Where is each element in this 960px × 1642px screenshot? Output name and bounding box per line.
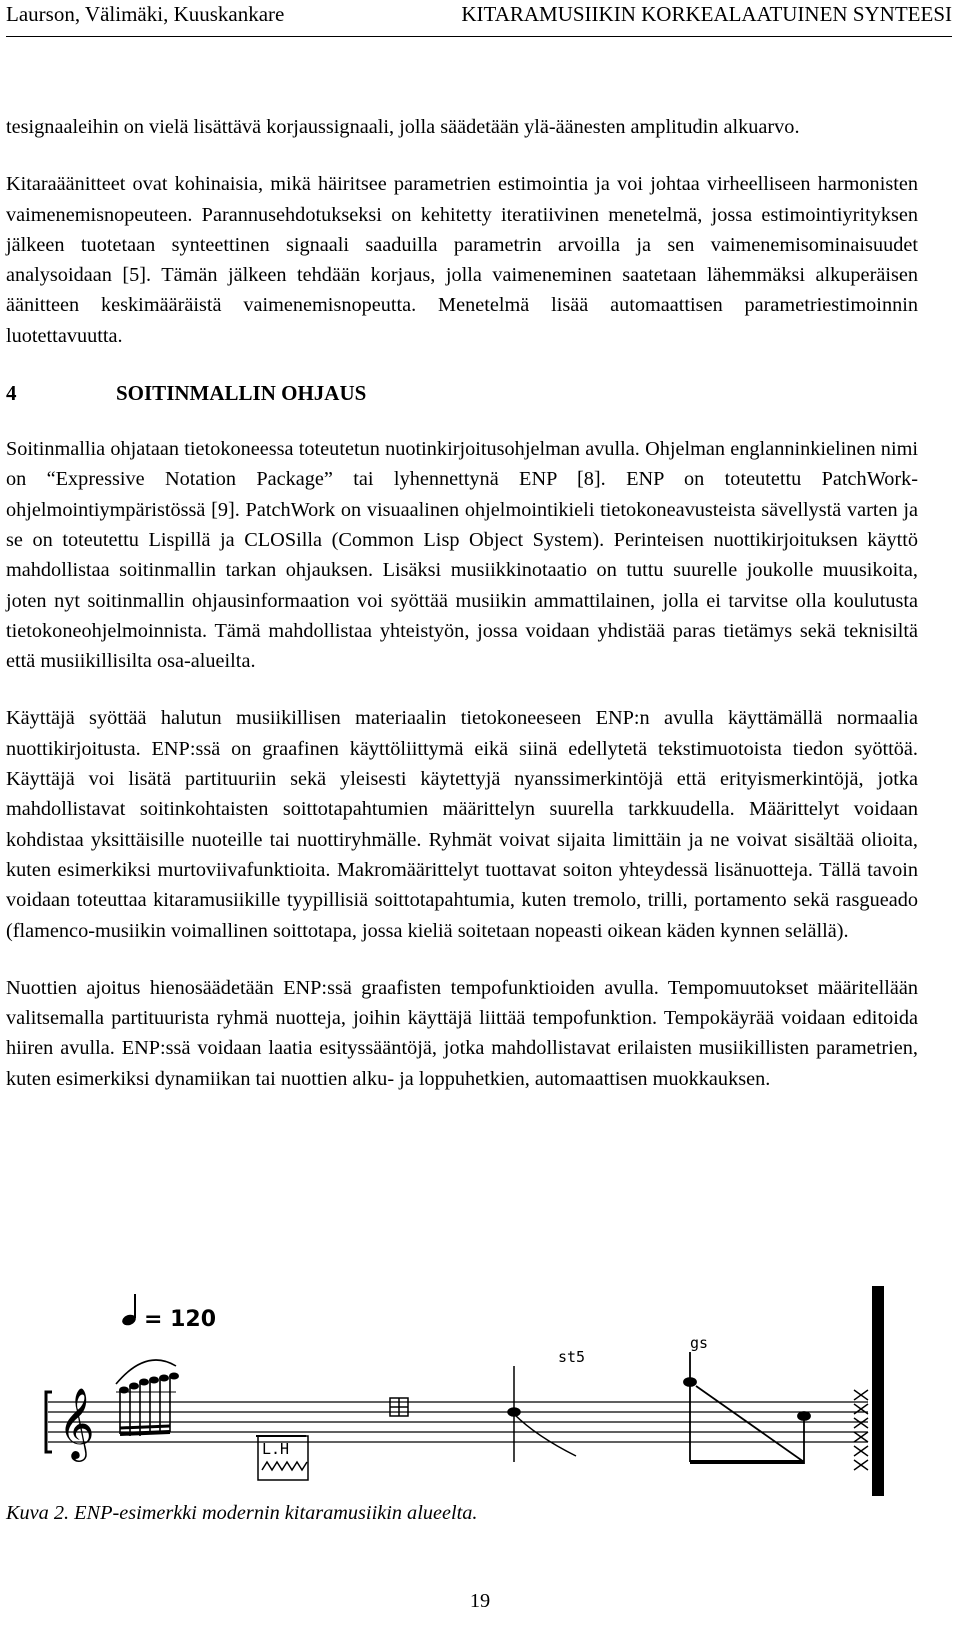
glissando-group — [684, 1352, 810, 1464]
tempo-value: = 120 — [144, 1307, 217, 1332]
mark-st5: st5 — [558, 1348, 586, 1366]
mark-gs: gs — [690, 1334, 709, 1352]
section-heading — [6, 378, 918, 408]
tempo-marking — [121, 1294, 216, 1332]
notation-figure — [36, 1286, 922, 1496]
treble-clef-icon: 𝄞 — [58, 1386, 95, 1459]
paragraph-1: tesignaaleihin on vielä lisättävä korjaussignaali, jolla säädetään ylä-äänesten amplitudin alkuarvo. — [6, 116, 800, 138]
header-authors: Laurson, Välimäki, Kuuskankare — [6, 2, 285, 26]
paragraph-4: Käyttäjä syöttää halutun musiikillisen materiaalin tietokoneeseen ENP:n avulla käyttämällä normaalia nuottikirjoitusta. ENP:ssä on graafinen käyttöliittymä eikä siinä edellytetä tekstimuotoista tiedon syöttöä. Käyttäjä voi lisätä partituuriin sekä yleisesti käytettyjä nyanssimerkintöjä että erityismerkintöjä, jotka mahdollistavat soitinkohtaisten soittotapahtumien määrittelyn suurella tarkkuudella. Määrittelyt voidaan kohdistaa yksittäisille nuoteille tai nuottiryhmälle. Ryhmät voivat sijaita limittäin ja ne voivat sisältää olioita, kuten esimerkiksi murtoviivafunktioita. Makromäärittelyt tuottavat soiton yhteydessä lisänuotteja. Tällä tavoin voidaan toteuttaa kitaramusiikille tyypillisiä soittotapahtumia, kuten tremolo, trilli, portamento sekä rasgueado (flamenco-musiikin voimallinen soittotapa, jossa kieliä soitetaan nopeasti oikean käden kynnen selällä). — [6, 707, 918, 942]
header-title: KITARAMUSIIKIN KORKEALAATUINEN SYNTEESI — [461, 2, 952, 26]
section-title: SOITINMALLIN OHJAUS — [116, 381, 367, 406]
body-text — [6, 112, 918, 1121]
paragraph-2: Kitaraäänitteet ovat kohinaisia, mikä häiritsee parametrien estimointia ja voi johtaa virheelliseen harmonisten vaimenemisnopeuteen. Parannusehdotukseksi on kehitetty iteratiivinen menetelmä, jossa estimointiyrityksen jälkeen tuotetaan synteettinen signaali saaduilla parametrin arvoilla ja sen vaimenemisominaisuudet analysoidaan [5]. Tämän jälkeen tehdään korjaus, jolla vaimeneminen saatetaan lähemmäksi alkuperäisen äänitteen keskimääräistä vaimenemisnopeutta. Menetelmä lisää automaattisen parametriestimoinnin luotettavuutta. — [6, 173, 918, 347]
page-number: 19 — [469, 1590, 491, 1612]
section-number: 4 — [6, 381, 17, 406]
figure-right-edge — [872, 1286, 884, 1496]
paragraph-3: Soitinmallia ohjataan tietokoneessa toteutetun nuotinkirjoitusohjelman avulla. Ohjelman englanninkielinen nimi on “Expressive Notation Package” tai lyhennettynä ENP [8]. ENP on toteutettu PatchWork-ohjelmointiympäristössä [9]. PatchWork on visuaalinen ohjelmointikieli tietokoneavusteista sävellystä varten ja se on toteutettu Lispillä ja CLOSilla (Common Lisp Object System). Perinteisen nuottikirjoituksen käyttö mahdollistaa soitinmallin tarkan ohjauksen. Lisäksi musiikkinotaatio on tuttu suurelle joukolle muusikoita, joten nyt soitinmallin ohjausinformaation voi syöttää musiikin ammattilainen, jolla ei tarvitse olla koulutusta tietokoneohjelmoinnista. Tämä mahdollistaa yhteistyön, jossa voidaan yhdistää paras tietämys sekä teknisiltä että musiikillisilta osa-alueilta. — [6, 438, 918, 673]
staff-lines — [48, 1402, 868, 1442]
beamed-note-group — [116, 1360, 176, 1436]
figure-caption: Kuva 2. ENP-esimerkki modernin kitaramusiikin alueelta. — [6, 1502, 478, 1524]
music-score — [36, 1286, 922, 1496]
running-header — [6, 0, 952, 37]
harmonic-note — [508, 1366, 576, 1462]
mark-lh: L.H — [262, 1440, 290, 1458]
paragraph-5: Nuottien ajoitus hienosäädetään ENP:ssä graafisten tempofunktioiden avulla. Tempomuutokset määritellään valitsemalla partituurista ryhmä nuotteja, joihin käyttäjä liittää tempofunktion. Tempokäyrää voidaan editoida hiiren avulla. ENP:ssä voidaan laatia esityssääntöjä, jotka mahdollistavat erilaisten musiikillisten parametrien, kuten esimerkiksi dynamiikan tai nuottien alku- ja loppuhetkien, automaattisen muokkauksen. — [6, 976, 918, 1090]
boxed-note — [390, 1398, 408, 1416]
